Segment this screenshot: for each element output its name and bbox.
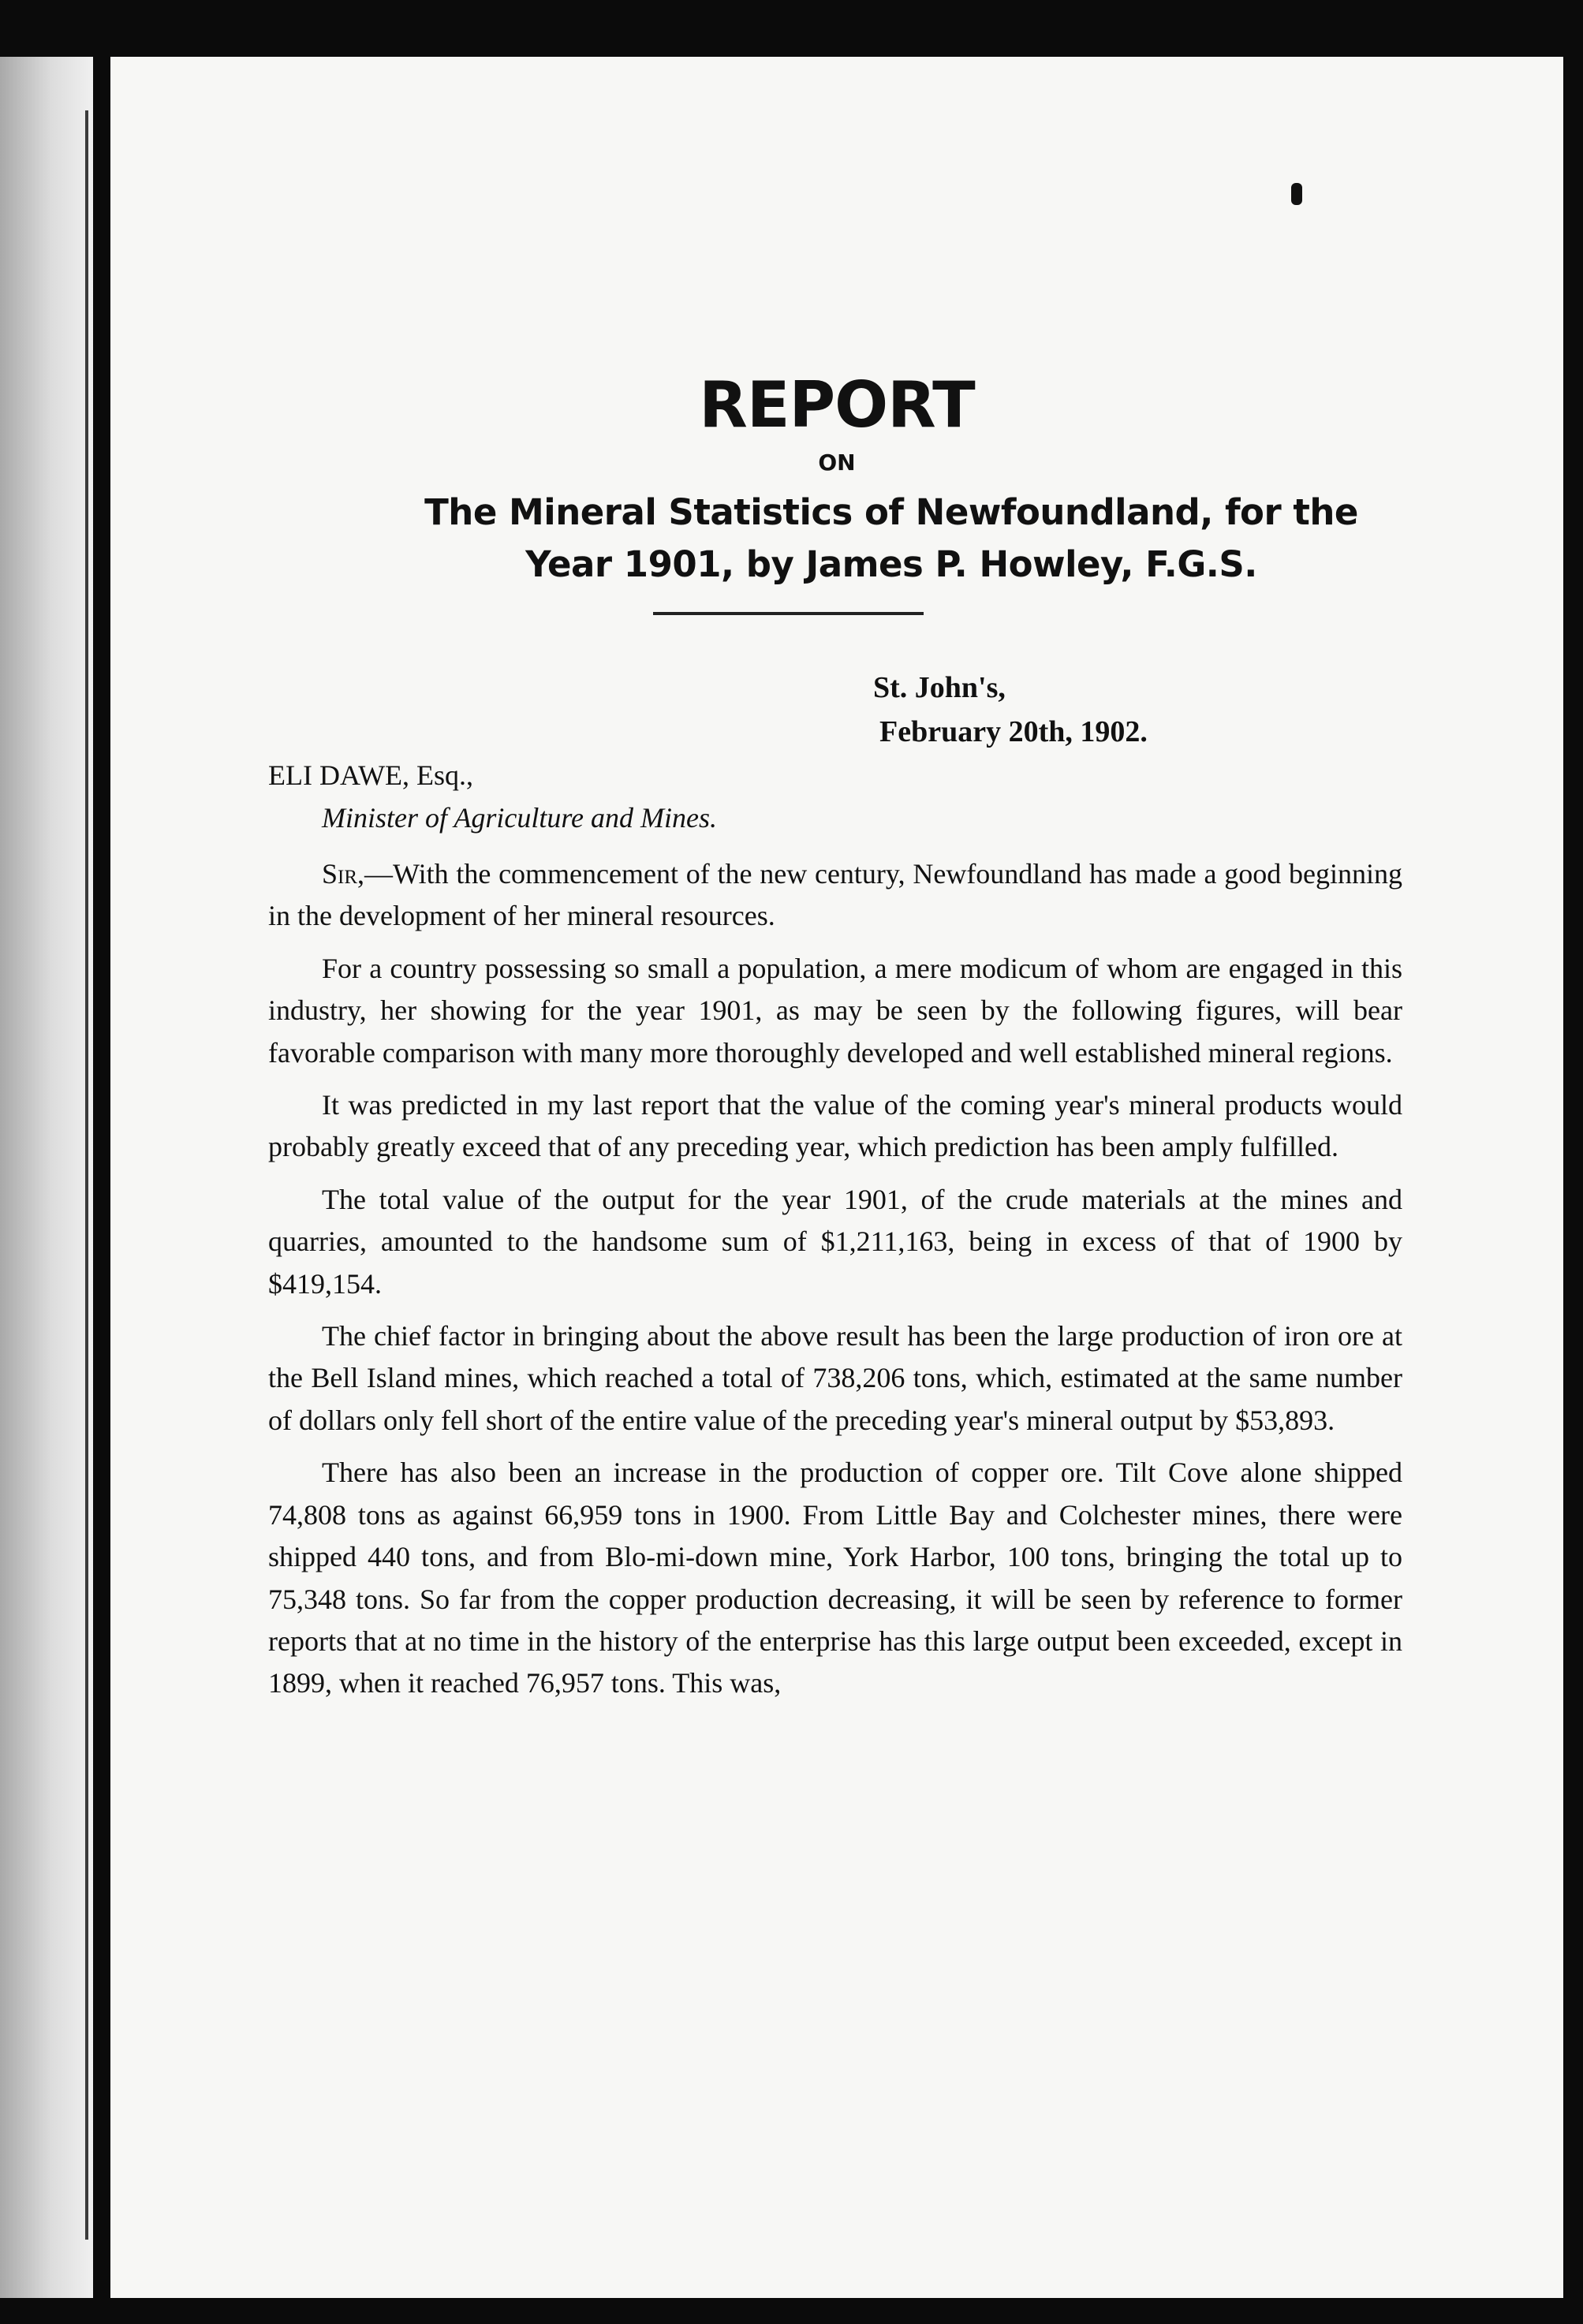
facing-page-edge [0,57,93,2298]
title-divider [653,612,924,615]
addressee [268,754,717,839]
gutter-line [85,110,88,2240]
report-on: ON [818,450,856,476]
addressee-title: Minister of Agriculture and Mines. [322,802,717,834]
page-mark [1291,183,1302,205]
dateline-date: February 20th, 1902. [879,715,1148,748]
dateline-place: St. John's, [873,671,1006,704]
paragraph: It was predicted in my last report that the value of the coming year's mineral products would probably greatly exceed that of any preceding year, which prediction has been amply fulfilled. [268,1089,1402,1163]
salutation: Sir, [322,858,365,890]
dateline [873,666,1148,754]
report-title: REPORT [699,368,975,442]
letter-body [268,853,1402,1715]
paragraph-text: —With the commencement of the new century, Newfoundland has made a good beginning in the development of her mineral resources. [268,858,1402,932]
paragraph [268,853,1402,938]
document-page [110,57,1563,2298]
paragraph: There has also been an increase in the production of copper ore. Tilt Cove alone shipped 74,808 tons as against 66,959 tons in 1900. From Little Bay and Colchester mines, there were shipped 440 tons, and from Blo-mi-down mine, York Harbor, 100 tons, bringing the total up to 75,348 tons. So far from the copper production decreasing, it will be seen by reference to former reports that at no time in the history of the enterprise has this large output been exceeded, except in 1899, when it reached 76,957 tons. This was, [268,1457,1402,1699]
paragraph: The chief factor in bringing about the above result has been the large production of iron ore at the Bell Island mines, which reached a total of 738,206 tons, which, estimated at the same number of dollars only fell short of the entire value of the preceding year's mineral output by $53,893. [268,1320,1402,1436]
paragraph: For a country possessing so small a population, a mere modicum of whom are engaged in this industry, her showing for the year 1901, as may be seen by the following figures, will bear favorable comparison with many more thoroughly developed and well established mineral regions. [268,952,1402,1069]
report-subtitle: The Mineral Statistics of Newfoundland, for the Year 1901, by James P. Howley, F.G.S. [424,491,1358,585]
paragraph: The total value of the output for the year 1901, of the crude materials at the mines and quarries, amounted to the handsome sum of $1,211,163, being in excess of that of 1900 by $419,154. [268,1183,1402,1300]
addressee-name: ELI DAWE, Esq., [268,759,474,791]
